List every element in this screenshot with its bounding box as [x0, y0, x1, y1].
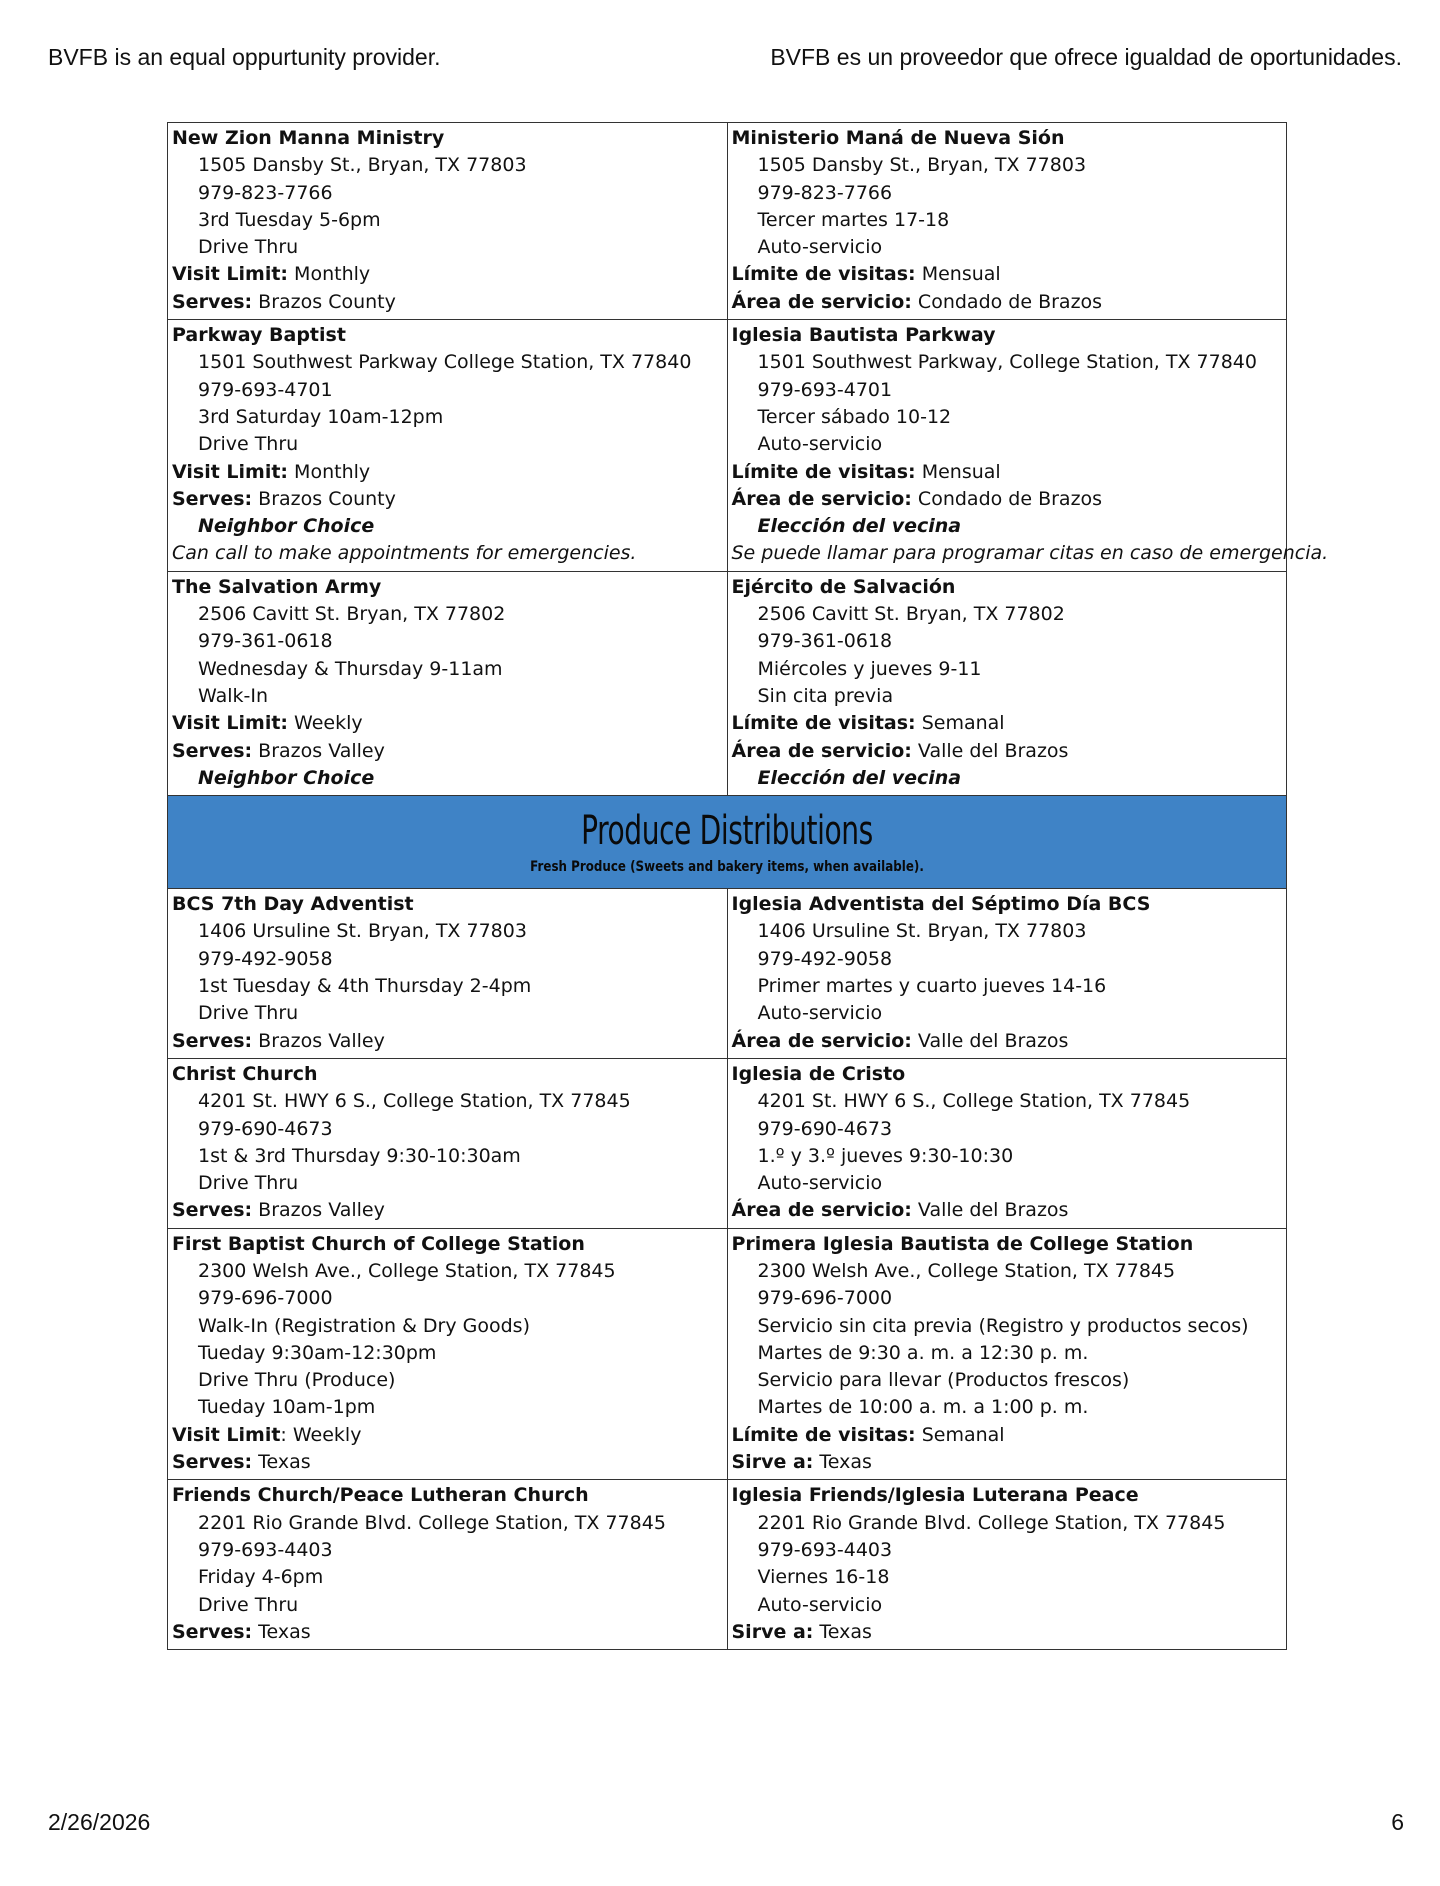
- info-field: [172, 261, 723, 288]
- location-detail: 979-690-4673: [757, 1117, 893, 1140]
- info-field: [732, 1028, 1283, 1055]
- location-detail: 979-823-7766: [757, 181, 893, 204]
- entry-cell-spanish: [727, 889, 1287, 1059]
- location-detail: 1406 Ursuline St. Bryan, TX 77803: [757, 920, 1087, 943]
- table-row: [168, 1058, 1287, 1228]
- table-row: [168, 1480, 1287, 1650]
- info-field-label: Serves:: [172, 739, 253, 762]
- table-row: [168, 889, 1287, 1059]
- location-name: Iglesia Adventista del Séptimo Día BCS: [731, 893, 1151, 916]
- info-field: [732, 710, 1283, 737]
- location-detail: Drive Thru (Produce): [198, 1369, 396, 1392]
- info-field-value: Mensual: [915, 460, 1001, 483]
- location-name: Ministerio Maná de Nueva Sión: [731, 127, 1065, 149]
- info-field-value: Condado de Brazos: [911, 487, 1103, 510]
- emergency-note: Se puede llamar para programar citas en caso de emergencia.: [731, 542, 1329, 565]
- info-field-value: Semanal: [915, 1423, 1005, 1446]
- location-detail: 979-693-4701: [757, 378, 893, 401]
- location-detail: 979-492-9058: [198, 947, 333, 970]
- location-detail: 3rd Saturday 10am-12pm: [198, 405, 444, 428]
- pantry-table: [167, 122, 1329, 1650]
- info-field-value: Brazos County: [252, 487, 396, 510]
- info-field-label: Serves:: [172, 1199, 253, 1222]
- banner-cell: [168, 796, 1287, 889]
- location-detail: 2506 Cavitt St. Bryan, TX 77802: [198, 603, 506, 626]
- emergency-note: Can call to make appointments for emergencies.: [172, 542, 637, 565]
- info-field: [172, 710, 723, 737]
- location-detail: Drive Thru: [198, 433, 299, 456]
- location-name: BCS 7th Day Adventist: [172, 893, 414, 916]
- info-field-value: Brazos Valley: [252, 1029, 385, 1052]
- info-field-value: Texas: [252, 1451, 311, 1474]
- location-detail: 1501 Southwest Parkway, College Station, TX 77840: [757, 351, 1257, 374]
- info-field-value: Valle del Brazos: [911, 739, 1069, 762]
- location-detail: 3rd Tuesday 5-6pm: [198, 208, 381, 231]
- info-field-value: Texas: [813, 1620, 872, 1643]
- location-detail: 979-696-7000: [757, 1287, 893, 1310]
- info-field-label: Área de servicio:: [731, 739, 912, 762]
- info-field-label: Visit Limit:: [172, 712, 289, 735]
- entry-cell-spanish: [727, 320, 1329, 572]
- pantry-rows-top: [168, 123, 1329, 796]
- info-field: [732, 738, 1283, 765]
- table-row: [168, 571, 1287, 795]
- info-field-label: Área de servicio:: [731, 1029, 912, 1052]
- location-name: Iglesia de Cristo: [731, 1062, 906, 1085]
- location-name: Ejército de Salvación: [731, 575, 956, 598]
- location-detail: 4201 St. HWY 6 S., College Station, TX 77845: [757, 1090, 1191, 1113]
- info-field-value: Valle del Brazos: [911, 1199, 1069, 1222]
- location-detail: 1.º y 3.º jueves 9:30-10:30: [757, 1144, 1014, 1167]
- info-field: [172, 1449, 723, 1476]
- location-detail: Drive Thru: [198, 1172, 299, 1195]
- location-name: New Zion Manna Ministry: [172, 127, 445, 149]
- info-field: [732, 1449, 1283, 1476]
- location-detail: 979-693-4403: [198, 1538, 333, 1561]
- location-detail: Miércoles y jueves 9-11: [757, 657, 982, 680]
- info-field-label: Límite de visitas:: [731, 712, 916, 735]
- neighbor-choice-tag: Elección del vecina: [757, 515, 962, 538]
- info-field-value: Mensual: [915, 263, 1001, 286]
- location-detail: 1505 Dansby St., Bryan, TX 77803: [757, 154, 1087, 177]
- info-field-label: Visit Limit:: [172, 263, 289, 286]
- info-field-label: Límite de visitas:: [731, 1423, 916, 1446]
- location-name: Iglesia Friends/Iglesia Luterana Peace: [731, 1484, 1139, 1507]
- info-field-label: Sirve a:: [731, 1451, 814, 1474]
- section-banner: [168, 796, 1287, 889]
- entry-cell-spanish: [727, 1228, 1287, 1480]
- location-detail: 1st & 3rd Thursday 9:30-10:30am: [198, 1144, 521, 1167]
- location-detail: 2506 Cavitt St. Bryan, TX 77802: [757, 603, 1065, 626]
- location-detail: Primer martes y cuarto jueves 14-16: [757, 975, 1107, 998]
- location-detail: 979-492-9058: [757, 947, 893, 970]
- location-name: Parkway Baptist: [172, 324, 346, 347]
- info-field: [732, 486, 1283, 513]
- info-field-value: : Weekly: [280, 1423, 362, 1446]
- location-detail: Drive Thru: [198, 236, 299, 259]
- info-field-value: Texas: [813, 1451, 872, 1474]
- info-field-label: Área de servicio:: [731, 290, 912, 313]
- location-detail: Tercer martes 17-18: [757, 208, 950, 231]
- info-field-label: Serves:: [172, 1451, 253, 1474]
- entry-cell-spanish: [727, 123, 1287, 320]
- info-field: [732, 459, 1283, 486]
- location-detail: Tercer sábado 10-12: [757, 405, 952, 428]
- pantry-rows-bottom: [168, 889, 1287, 1650]
- section-subtitle: Fresh Produce (Sweets and bakery items, when available).: [530, 859, 924, 876]
- info-field: [172, 459, 723, 486]
- table-row: [168, 1228, 1287, 1480]
- location-name: Iglesia Bautista Parkway: [731, 324, 996, 347]
- location-detail: Servicio sin cita previa (Registro y productos secos): [757, 1314, 1249, 1337]
- neighbor-choice-tag: Neighbor Choice: [198, 766, 375, 789]
- location-detail: Auto-servicio: [757, 433, 883, 456]
- info-field-value: Brazos County: [252, 290, 396, 313]
- location-detail: 1505 Dansby St., Bryan, TX 77803: [198, 154, 527, 177]
- info-field: [172, 1619, 723, 1646]
- location-name: The Salvation Army: [172, 575, 382, 598]
- location-detail: 1st Tuesday & 4th Thursday 2-4pm: [198, 975, 532, 998]
- location-detail: Servicio para llevar (Productos frescos): [757, 1369, 1130, 1392]
- entry-cell-english: [168, 571, 728, 795]
- location-detail: Auto-servicio: [757, 236, 883, 259]
- info-field: [172, 1422, 723, 1449]
- location-name: Christ Church: [172, 1062, 318, 1085]
- info-field-value: Monthly: [288, 263, 371, 286]
- section-title: Produce Distributions: [581, 808, 873, 855]
- location-name: First Baptist Church of College Station: [172, 1232, 585, 1255]
- neighbor-choice-tag: Elección del vecina: [757, 766, 962, 789]
- info-field-label: Límite de visitas:: [731, 263, 916, 286]
- location-detail: 4201 St. HWY 6 S., College Station, TX 77845: [198, 1090, 631, 1113]
- entry-cell-english: [168, 1228, 728, 1480]
- location-detail: 979-693-4701: [198, 378, 333, 401]
- table-row: [168, 123, 1287, 320]
- location-detail: Auto-servicio: [757, 1593, 883, 1616]
- location-detail: 979-361-0618: [198, 630, 333, 653]
- neighbor-choice-tag: Neighbor Choice: [198, 515, 375, 538]
- location-detail: 2201 Rio Grande Blvd. College Station, TX 77845: [757, 1511, 1226, 1534]
- location-detail: 2300 Welsh Ave., College Station, TX 77845: [198, 1259, 616, 1282]
- info-field: [172, 1197, 723, 1224]
- info-field-value: Weekly: [288, 712, 363, 735]
- location-detail: Martes de 10:00 a. m. a 1:00 p. m.: [757, 1396, 1089, 1419]
- info-field-label: Área de servicio:: [731, 487, 912, 510]
- info-field: [172, 289, 723, 316]
- location-detail: Auto-servicio: [757, 1172, 883, 1195]
- info-field: [732, 261, 1283, 288]
- table-row: [168, 320, 1287, 572]
- entry-cell-spanish: [727, 1480, 1287, 1650]
- location-detail: Viernes 16-18: [757, 1566, 890, 1589]
- page-number: 6: [1391, 1809, 1404, 1835]
- header-right-notice: BVFB es un proveedor que ofrece igualdad de oportunidades.: [770, 44, 1402, 70]
- entry-cell-english: [168, 1480, 728, 1650]
- info-field: [732, 1197, 1283, 1224]
- entry-cell-english: [168, 320, 728, 572]
- info-field: [172, 486, 723, 513]
- info-field-label: Visit Limit:: [172, 460, 289, 483]
- info-field-label: Serves:: [172, 1620, 253, 1643]
- info-field-value: Valle del Brazos: [911, 1029, 1069, 1052]
- info-field: [732, 1422, 1283, 1449]
- location-detail: 979-361-0618: [757, 630, 893, 653]
- location-detail: 1406 Ursuline St. Bryan, TX 77803: [198, 920, 527, 943]
- info-field-value: Brazos Valley: [252, 1199, 385, 1222]
- info-field-label: Área de servicio:: [731, 1199, 912, 1222]
- location-detail: Sin cita previa: [757, 684, 894, 707]
- footer-date: 2/26/2026: [48, 1809, 151, 1835]
- header-left-notice: BVFB is an equal oppurtunity provider.: [48, 44, 441, 70]
- info-field-value: Semanal: [915, 712, 1005, 735]
- location-detail: Tueday 10am-1pm: [198, 1396, 376, 1419]
- location-detail: Walk-In: [198, 684, 268, 707]
- location-detail: 979-823-7766: [198, 181, 333, 204]
- location-detail: 1501 Southwest Parkway College Station, TX 77840: [198, 351, 692, 374]
- location-detail: Wednesday & Thursday 9-11am: [198, 657, 503, 680]
- info-field: [172, 738, 723, 765]
- info-field-value: Monthly: [288, 460, 371, 483]
- info-field: [172, 1028, 723, 1055]
- location-detail: Walk-In (Registration & Dry Goods): [198, 1314, 530, 1337]
- info-field: [732, 1619, 1283, 1646]
- location-detail: 979-693-4403: [757, 1538, 893, 1561]
- info-field-label: Límite de visitas:: [731, 460, 916, 483]
- location-detail: Martes de 9:30 a. m. a 12:30 p. m.: [757, 1341, 1089, 1364]
- info-field-label: Sirve a:: [731, 1620, 814, 1643]
- location-detail: Auto-servicio: [757, 1002, 883, 1025]
- entry-cell-english: [168, 1058, 728, 1228]
- location-detail: 979-690-4673: [198, 1117, 333, 1140]
- location-detail: 2300 Welsh Ave., College Station, TX 77845: [757, 1259, 1176, 1282]
- info-field-label: Visit Limit: [172, 1423, 281, 1446]
- location-detail: Tueday 9:30am-12:30pm: [198, 1341, 437, 1364]
- info-field-label: Serves:: [172, 487, 253, 510]
- location-name: Friends Church/Peace Lutheran Church: [172, 1484, 589, 1507]
- info-field-value: Brazos Valley: [252, 739, 385, 762]
- info-field-value: Texas: [252, 1620, 311, 1643]
- info-field-value: Condado de Brazos: [911, 290, 1103, 313]
- info-field: [732, 289, 1283, 316]
- location-detail: Drive Thru: [198, 1593, 299, 1616]
- location-name: Primera Iglesia Bautista de College Station: [731, 1232, 1194, 1255]
- info-field-label: Serves:: [172, 1029, 253, 1052]
- location-detail: 979-696-7000: [198, 1287, 333, 1310]
- location-detail: Drive Thru: [198, 1002, 299, 1025]
- banner-row: [168, 796, 1287, 889]
- info-field-label: Serves:: [172, 290, 253, 313]
- entry-cell-english: [168, 123, 728, 320]
- entry-cell-spanish: [727, 1058, 1287, 1228]
- location-detail: 2201 Rio Grande Blvd. College Station, TX 77845: [198, 1511, 666, 1534]
- entry-cell-spanish: [727, 571, 1287, 795]
- location-detail: Friday 4-6pm: [198, 1566, 324, 1589]
- entry-cell-english: [168, 889, 728, 1059]
